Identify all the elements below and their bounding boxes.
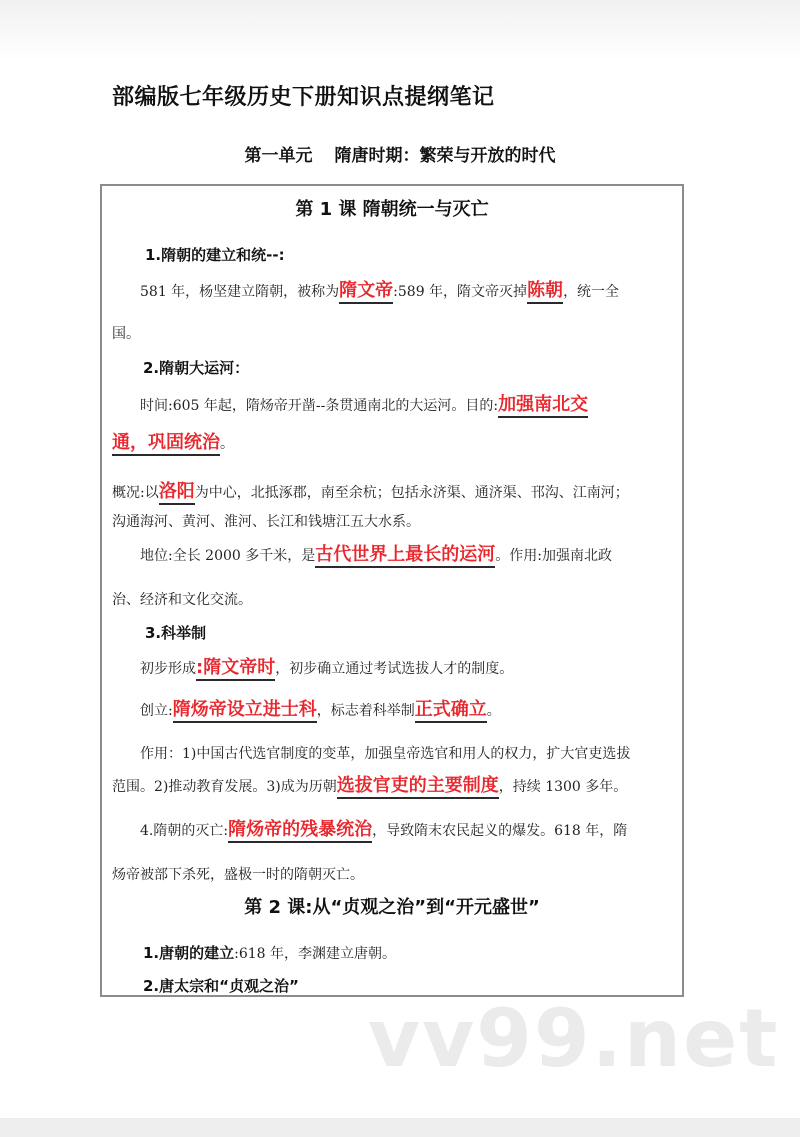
text: 。 bbox=[220, 436, 234, 452]
text: 范围。2)推动教育发展。3)成为历朝 bbox=[112, 779, 337, 795]
sui-fall-cont: 炀帝被部下杀死，盛极一时的隋朝灭亡。 bbox=[112, 867, 364, 883]
canal-overview-cont: 沟通海河、黄河、淮河、长江和钱塘江五大水系。 bbox=[112, 514, 420, 530]
highlight-longest-canal: 古代世界上最长的运河 bbox=[315, 544, 495, 568]
text: ，初步确立通过考试选拔人才的制度。 bbox=[275, 661, 514, 677]
highlight-sui-wendi-time: :隋文帝时 bbox=[196, 657, 275, 681]
top-shadow-band bbox=[0, 0, 800, 60]
unit-title bbox=[0, 141, 800, 166]
text: ，统一全 bbox=[563, 284, 620, 300]
canal-time-line-cont bbox=[112, 433, 672, 454]
text: 初步形成 bbox=[140, 661, 196, 677]
highlight-luoyang: 洛阳 bbox=[159, 481, 195, 505]
watermark: vv99.net bbox=[368, 992, 780, 1085]
section-2-heading: 2.隋朝大运河： bbox=[143, 359, 250, 377]
taizong-heading: 2.唐太宗和“贞观之治” bbox=[143, 977, 299, 995]
document-title: 部编版七年级历史下册知识点提纲笔记 bbox=[112, 85, 495, 110]
text: 为中心，北抵涿郡，南至余杭；包括永济渠、通济渠、邗沟、江南河； bbox=[194, 485, 629, 501]
lesson-2-title: 第 2 课:从“贞观之治”到“开元盛世” bbox=[244, 897, 540, 918]
text: :618 年，李渊建立唐朝。 bbox=[234, 946, 397, 962]
keju-creation bbox=[140, 700, 700, 721]
canal-overview bbox=[112, 482, 672, 503]
text: 。作用:加强南北政 bbox=[495, 548, 612, 564]
unit-label: 第一单元 bbox=[244, 146, 313, 166]
text: :589 年，隋文帝灭掉 bbox=[393, 284, 528, 300]
text: 4.隋朝的灭亡: bbox=[140, 823, 229, 839]
tang-founding-heading: 1.唐朝的建立 bbox=[143, 944, 235, 962]
canal-status-cont: 治、经济和文化交流。 bbox=[112, 592, 252, 608]
text: 创立: bbox=[140, 703, 173, 719]
highlight-sui-wendi: 隋文帝 bbox=[339, 280, 393, 304]
section-3-heading: 3.科举制 bbox=[145, 624, 207, 642]
canal-status bbox=[140, 545, 700, 566]
text: 地位:全长 2000 多千米，是 bbox=[140, 548, 316, 564]
highlight-purpose: 加强南北交 bbox=[498, 394, 588, 418]
lesson-1-title: 第 1 课 隋朝统一与灭亡 bbox=[295, 199, 489, 220]
keju-effect: 作用：1)中国古代选官制度的变革，加强皇帝选官和用人的权力，扩大官吏选拔 bbox=[140, 746, 631, 762]
text: ，持续 1300 多年。 bbox=[498, 779, 628, 795]
highlight-tyranny: 隋炀帝的残暴统治 bbox=[228, 819, 372, 843]
sui-fall bbox=[140, 820, 700, 841]
highlight-main-system: 选拔官吏的主要制度 bbox=[337, 775, 499, 799]
text: 。 bbox=[486, 703, 501, 719]
text: 时间:605 年起，隋炀帝开凿--条贯通南北的大运河。目的: bbox=[140, 398, 499, 414]
highlight-purpose-cont: 通，巩固统治 bbox=[112, 432, 220, 456]
text: 581 年，杨坚建立隋朝，被称为 bbox=[140, 284, 340, 300]
section-1-heading: 1.隋朝的建立和统--: bbox=[145, 246, 285, 264]
keju-effect-cont bbox=[112, 776, 672, 797]
text: ，导致隋末农民起义的爆发。618 年，隋 bbox=[372, 823, 628, 839]
unit-name: 隋唐时期：繁荣与开放的时代 bbox=[334, 146, 556, 166]
canal-time-line bbox=[140, 395, 700, 416]
bottom-band bbox=[0, 1118, 800, 1137]
keju-initial bbox=[140, 658, 700, 679]
section-1-paragraph bbox=[140, 281, 700, 302]
text: ，标志着科举制 bbox=[316, 703, 415, 719]
section-1-paragraph-cont: 国。 bbox=[112, 326, 140, 342]
highlight-jinshi: 隋炀帝设立进士科 bbox=[173, 699, 317, 723]
highlight-chen-dynasty: 陈朝 bbox=[527, 280, 563, 304]
tang-founding bbox=[143, 943, 703, 964]
highlight-formal: 正式确立 bbox=[415, 699, 487, 723]
text: 概况:以 bbox=[112, 485, 159, 501]
